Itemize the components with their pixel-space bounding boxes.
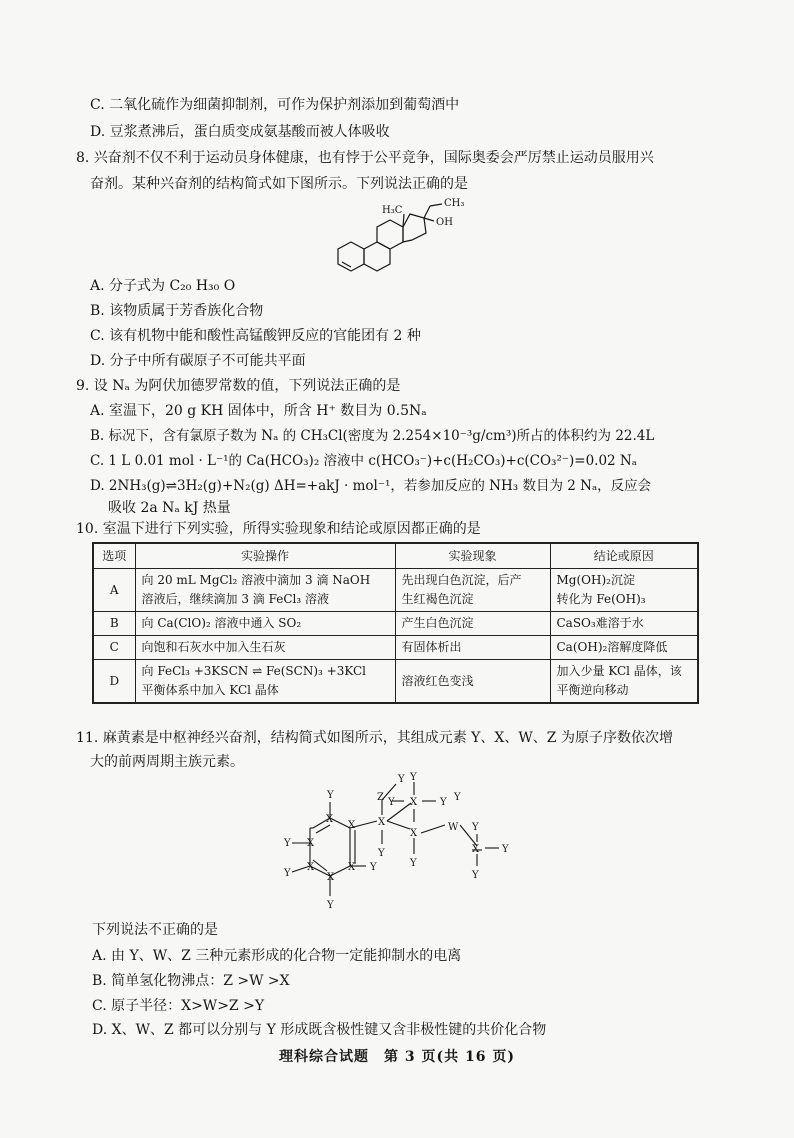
q8-stem-line2: 奋剂。某种兴奋剂的结构简式如下图所示。下列说法正确的是: [90, 176, 468, 192]
q8-option-b: B. 该物质属于芳香族化合物: [90, 303, 264, 319]
ephedrine-atom-labels: [283, 772, 509, 911]
operation-line: 向 20 mL MgCl₂ 溶液中滴加 3 滴 NaOH: [141, 573, 371, 587]
header-conclusion: 结论或原因: [550, 543, 698, 569]
row-option: C: [93, 636, 135, 660]
conclusion-line: 加入少量 KCl 晶体，该: [556, 664, 682, 678]
q8-option-a: A. 分子式为 C₂₀ H₃₀ O: [90, 278, 236, 294]
ephedrine-structure-diagram: [270, 770, 530, 920]
table-row: [93, 636, 698, 660]
q11-ask: 下列说法不正确的是: [92, 922, 218, 938]
row-operation: 向 Ca(ClO)₂ 溶液中通入 SO₂: [135, 612, 395, 636]
q9-option-a: A. 室温下，20 g KH 固体中，所含 H⁺ 数目为 0.5Nₐ: [90, 403, 427, 419]
row-conclusion: CaSO₃难溶于水: [550, 612, 698, 636]
hydroxyl-label: OH: [436, 217, 453, 228]
row-option: B: [93, 612, 135, 636]
atom-x-label: X: [307, 862, 315, 873]
atom-y-label: Y: [327, 900, 334, 911]
atom-w-label: W: [448, 822, 459, 833]
row-operation: [135, 569, 395, 612]
header-option: 选项: [93, 543, 135, 569]
row-option: D: [93, 660, 135, 704]
atom-y-label: Y: [472, 822, 479, 833]
atom-y-label: Y: [398, 774, 405, 785]
table-row: [93, 612, 698, 636]
phenomenon-line: 先出现白色沉淀，后产: [401, 573, 522, 587]
atom-y-label: Y: [378, 848, 385, 859]
row-phenomenon: 产生白色沉淀: [395, 612, 550, 636]
q11-stem-line2: 大的前两周期主族元素。: [90, 754, 244, 770]
row-conclusion: [550, 569, 698, 612]
q11-option-b: B. 简单氢化物沸点：Z >W >X: [92, 973, 290, 989]
row-phenomenon: 有固体析出: [395, 636, 550, 660]
header-phenomenon: 实验现象: [395, 543, 550, 569]
atom-x-label: X: [307, 838, 315, 849]
page-footer: 理科综合试题 第 3 页(共 16 页): [279, 1049, 515, 1065]
q11-option-d: D. X、W、Z 都可以分别与 Y 形成既含极性键又含非极性键的共价化合物: [92, 1022, 547, 1038]
row-phenomenon: [395, 569, 550, 612]
q11-option-a: A. 由 Y、W、Z 三种元素形成的化合物一定能抑制水的电离: [92, 948, 462, 964]
header-operation: 实验操作: [135, 543, 395, 569]
row-conclusion: [550, 660, 698, 704]
operation-line: 向 FeCl₃ +3KSCN ⇌ Fe(SCN)₃ +3KCl: [141, 664, 366, 678]
row-conclusion: Ca(OH)₂溶解度降低: [550, 636, 698, 660]
table-header-row: [93, 543, 698, 569]
q11-option-c: C. 原子半径：X>W>Z >Y: [92, 998, 265, 1014]
atom-y-label: Y: [370, 862, 377, 873]
operation-line: 平衡体系中加入 KCl 晶体: [141, 683, 279, 697]
atom-x-label: X: [348, 820, 356, 831]
conclusion-line: Mg(OH)₂沉淀: [556, 573, 635, 587]
ethyl-ch3-label: CH₃: [444, 198, 465, 209]
q9-option-b: B. 标况下，含有氯原子数为 Nₐ 的 CH₃Cl(密度为 2.254×10⁻³g/cm³)所占的体积约为 22.4L: [90, 428, 655, 444]
q8-option-d: D. 分子中所有碳原子不可能共平面: [90, 353, 306, 369]
operation-line: 溶液后，继续滴加 3 滴 FeCl₃ 溶液: [141, 592, 329, 606]
atom-x-label: X: [326, 814, 334, 825]
row-option: A: [93, 569, 135, 612]
atom-x-label: X: [472, 844, 480, 855]
atom-y-label: Y: [472, 870, 479, 881]
phenomenon-line: 生红褐色沉淀: [401, 592, 474, 606]
conclusion-line: 平衡逆向移动: [556, 683, 629, 697]
q9-option-c: C. 1 L 0.01 mol · L⁻¹的 Ca(HCO₃)₂ 溶液中 c(HCO₃⁻)+c(H₂CO₃)+c(CO₃²⁻)=0.02 Nₐ: [90, 453, 637, 469]
atom-y-label: Y: [327, 790, 334, 801]
atom-y-label: Y: [454, 792, 461, 803]
q11-stem-line1: 11. 麻黄素是中枢神经兴奋剂，结构简式如图所示，其组成元素 Y、X、W、Z 为原子序数依次增: [76, 730, 673, 746]
atom-y-label: Y: [284, 838, 291, 849]
table-row: [93, 569, 698, 612]
atom-x-label: X: [410, 828, 418, 839]
q10-stem: 10. 室温下进行下列实验，所得实验现象和结论或原因都正确的是: [76, 521, 481, 537]
q9-option-d-line2: 吸收 2a Nₐ kJ 热量: [108, 500, 231, 516]
q7-option-d: D. 豆浆煮沸后，蛋白质变成氨基酸而被人体吸收: [90, 124, 390, 140]
q10-experiment-table: [92, 542, 699, 704]
steroid-structure-diagram: [330, 192, 500, 276]
atom-y-label: Y: [388, 797, 395, 808]
methyl-label: H₃C: [382, 205, 403, 216]
atom-x-label: X: [378, 817, 386, 828]
q7-option-c: C. 二氧化硫作为细菌抑制剂，可作为保护剂添加到葡萄酒中: [90, 97, 460, 113]
q8-option-c: C. 该有机物中能和酸性高锰酸钾反应的官能团有 2 种: [90, 328, 421, 344]
atom-y-label: Y: [440, 797, 447, 808]
row-phenomenon: 溶液红色变浅: [395, 660, 550, 704]
atom-z-label: Z: [377, 792, 384, 803]
atom-x-label: X: [410, 797, 418, 808]
atom-x-label: X: [327, 872, 335, 883]
q8-stem-line1: 8. 兴奋剂不仅不利于运动员身体健康，也有悖于公平竞争，国际奥委会严厉禁止运动员服用兴: [76, 150, 654, 166]
row-operation: 向饱和石灰水中加入生石灰: [135, 636, 395, 660]
atom-x-label: X: [348, 862, 356, 873]
q9-stem: 9. 设 Nₐ 为阿伏加德罗常数的值，下列说法正确的是: [76, 378, 401, 394]
conclusion-line: 转化为 Fe(OH)₃: [556, 592, 646, 606]
row-operation: [135, 660, 395, 704]
table-row: [93, 660, 698, 704]
atom-y-label: Y: [410, 858, 417, 869]
atom-y-label: Y: [284, 868, 291, 879]
atom-y-label: Y: [410, 772, 417, 783]
atom-y-label: Y: [502, 844, 509, 855]
q9-option-d-line1: D. 2NH₃(g)⇌3H₂(g)+N₂(g) ΔH=+akJ · mol⁻¹，若参加反应的 NH₃ 数目为 2 Nₐ，反应会: [90, 478, 652, 494]
